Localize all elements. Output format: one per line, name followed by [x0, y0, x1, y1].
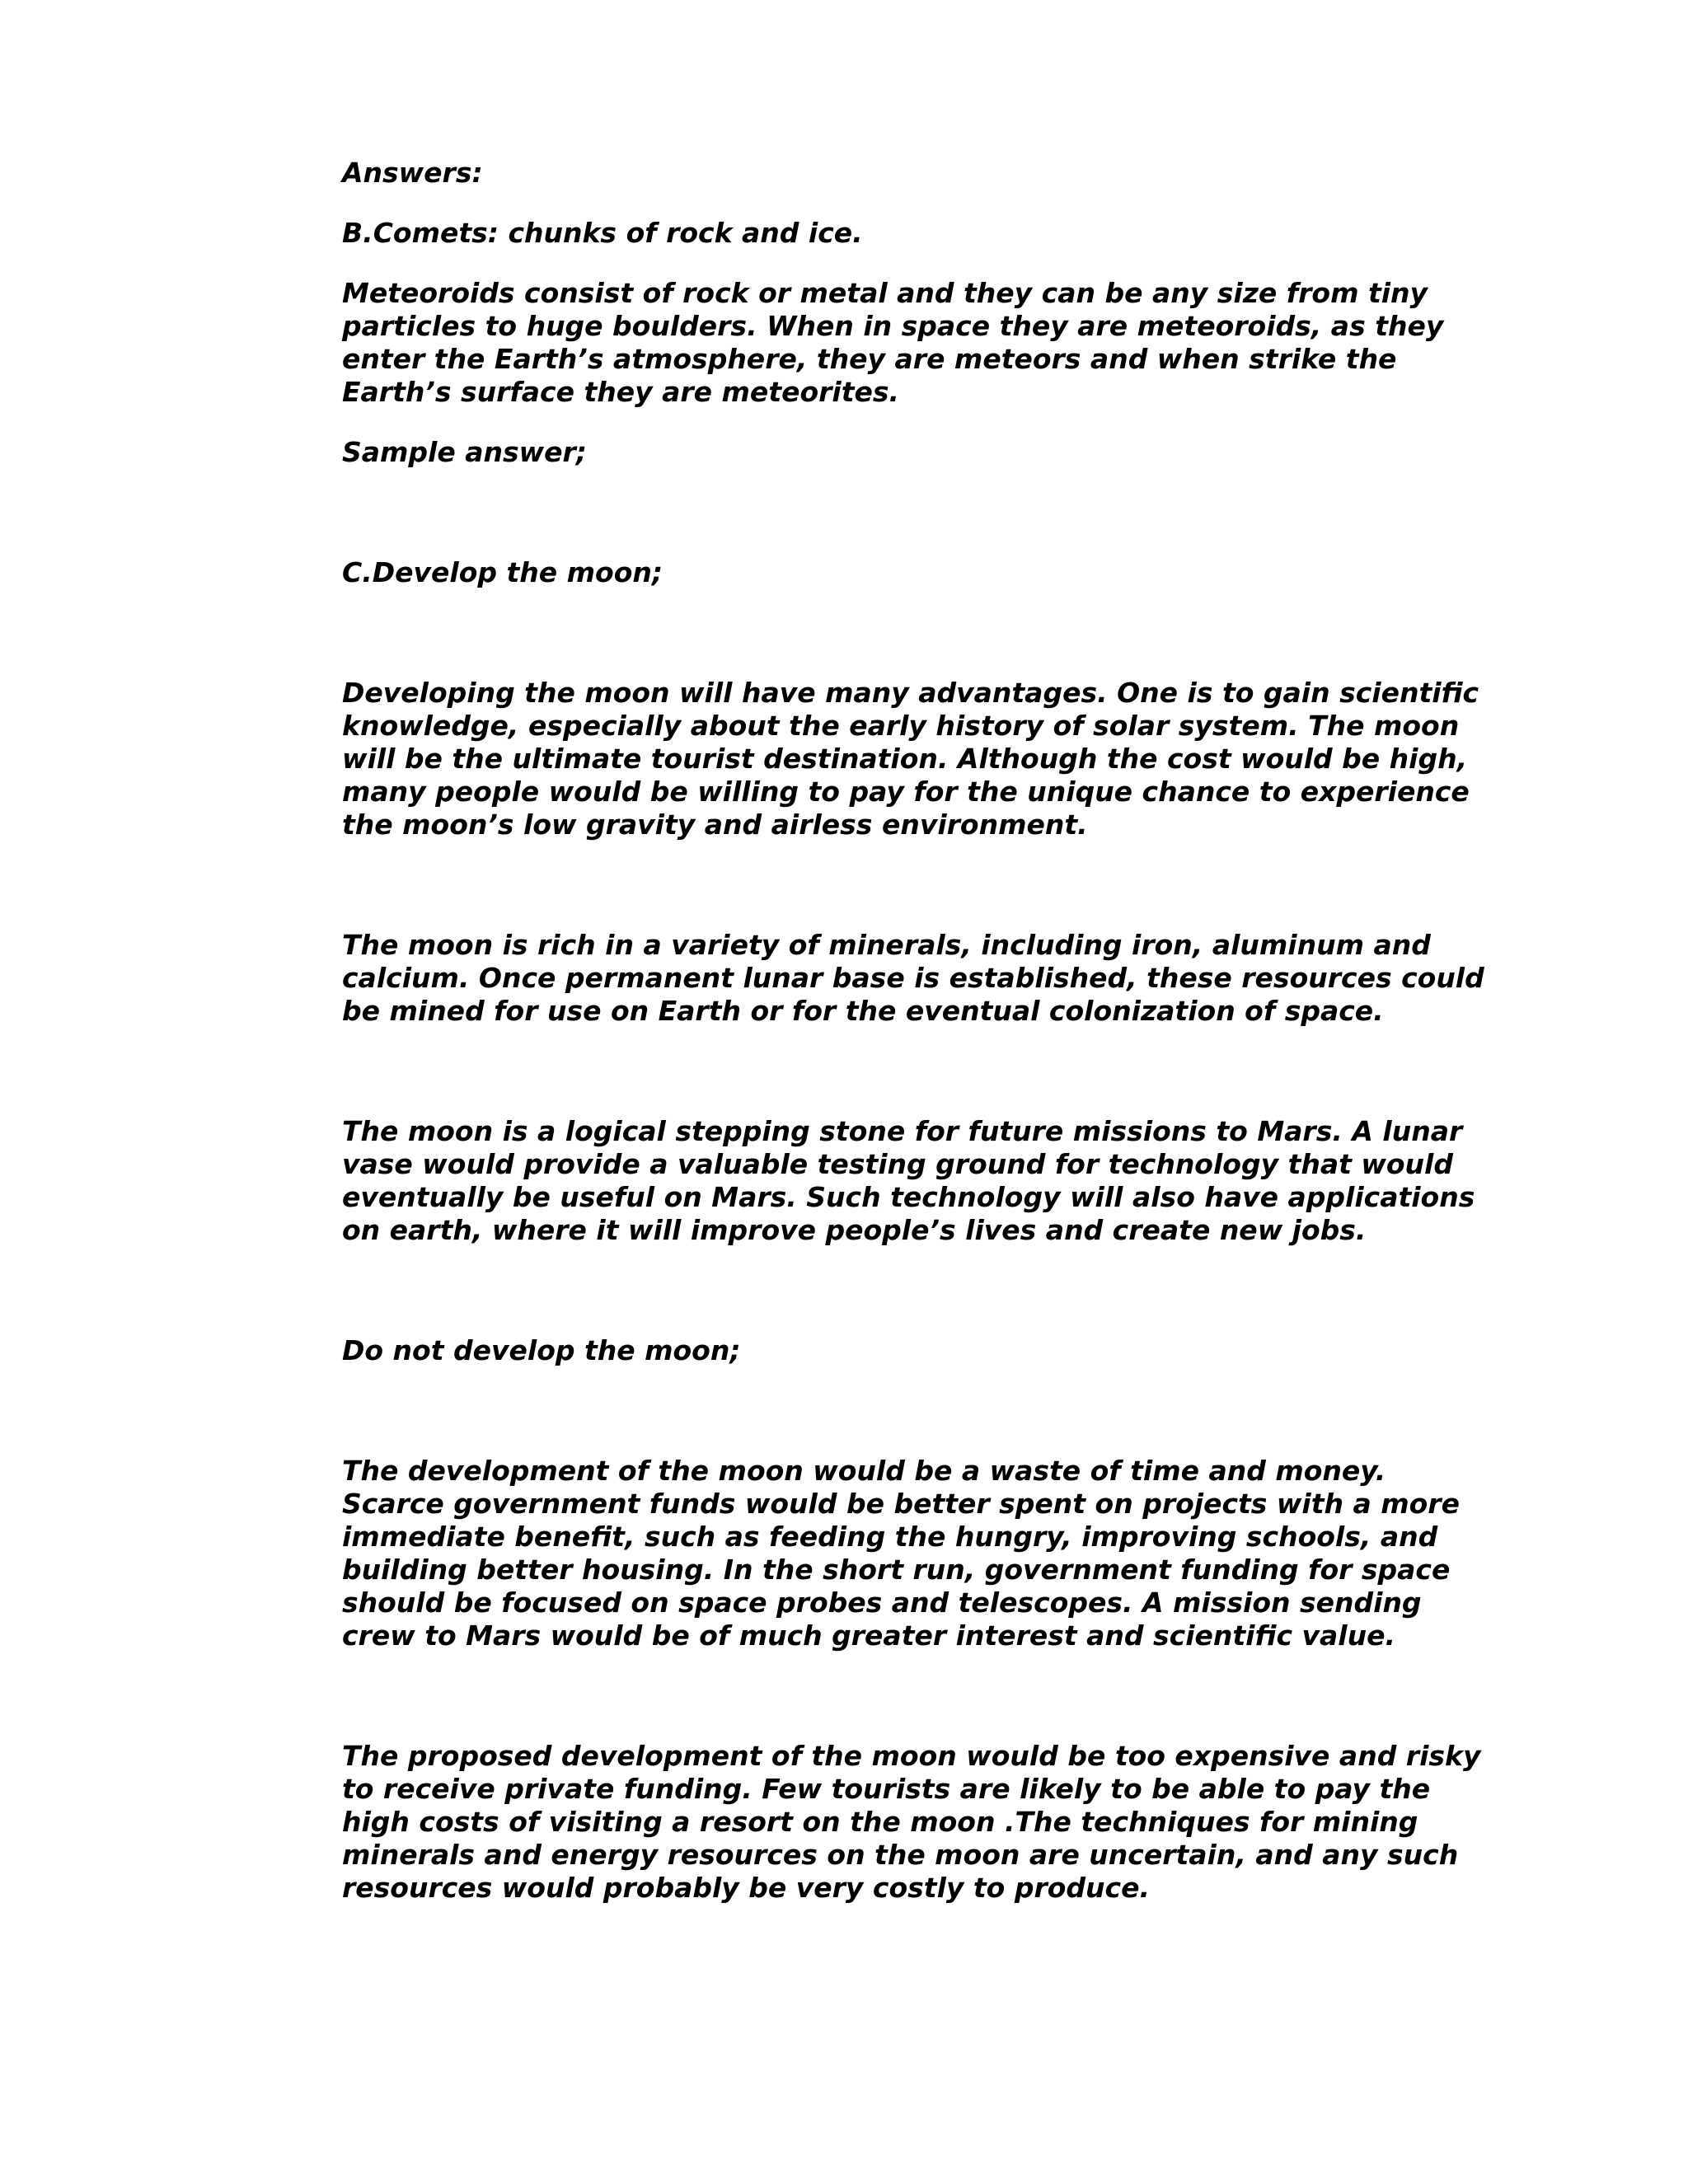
- comets-answer: B.Comets: chunks of rock and ice.: [342, 217, 863, 249]
- develop-paragraph-2: The moon is rich in a variety of minerals, including iron, aluminum and calcium. Once permanent lunar base is established, these resources could be mined for use on Earth or for the eventual colonization of space.: [342, 929, 1484, 1027]
- develop-heading: C.Develop the moon;: [342, 556, 663, 588]
- sample-answer-label: Sample answer;: [342, 436, 587, 468]
- develop-paragraph-1: Developing the moon will have many advantages. One is to gain scientific knowledge, especially about the early history of solar system. The moon will be the ultimate tourist destination. Although the cost would be high, many people would be willing to pay for the unique chance to experience the moon’s low gravity and airless environment.: [342, 677, 1479, 841]
- not-develop-paragraph-2: The proposed development of the moon would be too expensive and risky to receive private funding. Few tourists are likely to be able to pay the high costs of visiting a resort on the moon .The techniques for mining minerals and energy resources on the moon are uncertain, and any such resources would probably be very costly to produce.: [342, 1740, 1481, 1904]
- answers-heading: Answers:: [342, 157, 483, 189]
- document-page: [342, 157, 1496, 1905]
- meteoroids-answer: Meteoroids consist of rock or metal and they can be any size from tiny particles to huge boulders. When in space they are meteoroids, as they enter the Earth’s atmosphere, they are meteors and when strike the Earth’s surface they are meteorites.: [342, 277, 1444, 408]
- develop-paragraph-3: The moon is a logical stepping stone for future missions to Mars. A lunar vase would provide a valuable testing ground for technology that would eventually be useful on Mars. Such technology will also have applications on earth, where it will improve people’s lives and create new jobs.: [342, 1115, 1475, 1246]
- not-develop-paragraph-1: The development of the moon would be a waste of time and money. Scarce government funds would be better spent on projects with a more immediate benefit, such as feeding the hungry, improving schools, and building better housing. In the short run, government funding for space should be focused on space probes and telescopes. A mission sending crew to Mars would be of much greater interest and scientific value.: [342, 1455, 1460, 1652]
- not-develop-heading: Do not develop the moon;: [342, 1334, 741, 1366]
